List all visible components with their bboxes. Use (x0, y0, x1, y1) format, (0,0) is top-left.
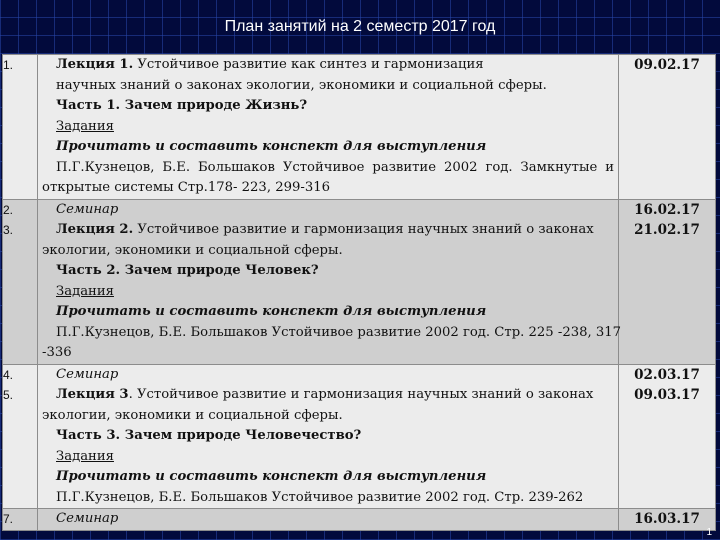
row-number-cell (3, 199, 38, 364)
lesson-date: 02.03.17 (634, 366, 700, 383)
lecture-number: Лекция 3 (56, 387, 129, 402)
lecture-description: экологии, экономики и социальной сферы. (42, 407, 343, 423)
lesson-date: 16.03.17 (634, 511, 700, 527)
tasks-heading: Задания (56, 118, 114, 134)
task-instruction: Прочитать и составить конспект для выступления (56, 139, 487, 154)
reading-reference: П.Г.Кузнецов, Б.Е. Большаков Устойчивое развитие 2002 год. Замкнутые и (56, 159, 614, 175)
reading-reference: П.Г.Кузнецов, Б.Е. Большаков Устойчивое развитие 2002 год. Стр. 225 -238, 317 (56, 324, 622, 340)
row-number-cell (3, 509, 38, 531)
lecture-title (38, 385, 618, 406)
lecture-description: научных знаний о законах экологии, экономики и социальной сферы. (56, 77, 547, 93)
seminar-label: Семинар (56, 201, 119, 217)
lecture-title (38, 220, 618, 241)
table-row (3, 199, 716, 364)
tasks-heading: Задания (56, 283, 114, 299)
slide-title: План занятий на 2 семестр 2017 год (224, 18, 496, 35)
lecture-topic: Устойчивое развитие и гармонизация научных знаний о законах (133, 222, 594, 237)
lecture-topic: . Устойчивое развитие и гармонизация научных знаний о законах (128, 387, 594, 402)
lesson-date: 09.02.17 (634, 57, 700, 73)
seminar-label: Семинар (56, 511, 119, 526)
seminar-label: Семинар (56, 366, 119, 382)
lecture-part-title: Часть 3. Зачем природе Человечество? (56, 428, 362, 443)
row-number-cell (3, 364, 38, 509)
date-cell (619, 364, 716, 509)
schedule-table (2, 54, 716, 531)
reading-reference-cont: -336 (42, 345, 72, 360)
table-row (3, 364, 716, 509)
lecture-number: Лекция 2. (56, 222, 134, 237)
lesson-content-cell (38, 509, 619, 531)
lesson-date: 16.02.17 (634, 201, 700, 218)
row-number: 3. (3, 223, 14, 237)
lecture-part-title: Часть 1. Зачем природе Жизнь? (56, 98, 308, 113)
table-row (3, 55, 716, 200)
lesson-content-cell (38, 199, 622, 364)
date-cell (619, 199, 716, 364)
lesson-date: 21.02.17 (634, 222, 700, 238)
row-number: 2. (3, 202, 14, 217)
lesson-content-cell (38, 55, 619, 200)
row-number: 5. (3, 388, 14, 402)
task-instruction: Прочитать и составить конспект для выступления (56, 304, 487, 319)
lecture-title (38, 55, 618, 76)
reading-reference: П.Г.Кузнецов, Б.Е. Большаков Устойчивое развитие 2002 год. Стр. 239-262 (56, 489, 584, 505)
lesson-content-cell (38, 364, 619, 509)
lesson-date: 09.03.17 (634, 387, 700, 403)
table-row (3, 509, 716, 531)
date-cell (619, 55, 716, 200)
task-instruction: Прочитать и составить конспект для выступления (56, 469, 487, 484)
page-number: 1 (706, 527, 712, 538)
lecture-part-title: Часть 2. Зачем природе Человек? (56, 263, 319, 278)
lecture-topic: Устойчивое развитие как синтез и гармонизация (133, 57, 484, 72)
row-number: 1. (3, 58, 14, 72)
lecture-number: Лекция 1. (56, 57, 134, 72)
row-number: 4. (3, 367, 14, 382)
row-number: 7. (3, 512, 14, 526)
lecture-description: экологии, экономики и социальной сферы. (42, 242, 343, 258)
tasks-heading: Задания (56, 448, 114, 464)
reading-reference-cont: открытые системы Стр.178- 223, 299-316 (42, 180, 331, 195)
row-number-cell (3, 55, 38, 200)
date-cell (619, 509, 716, 531)
